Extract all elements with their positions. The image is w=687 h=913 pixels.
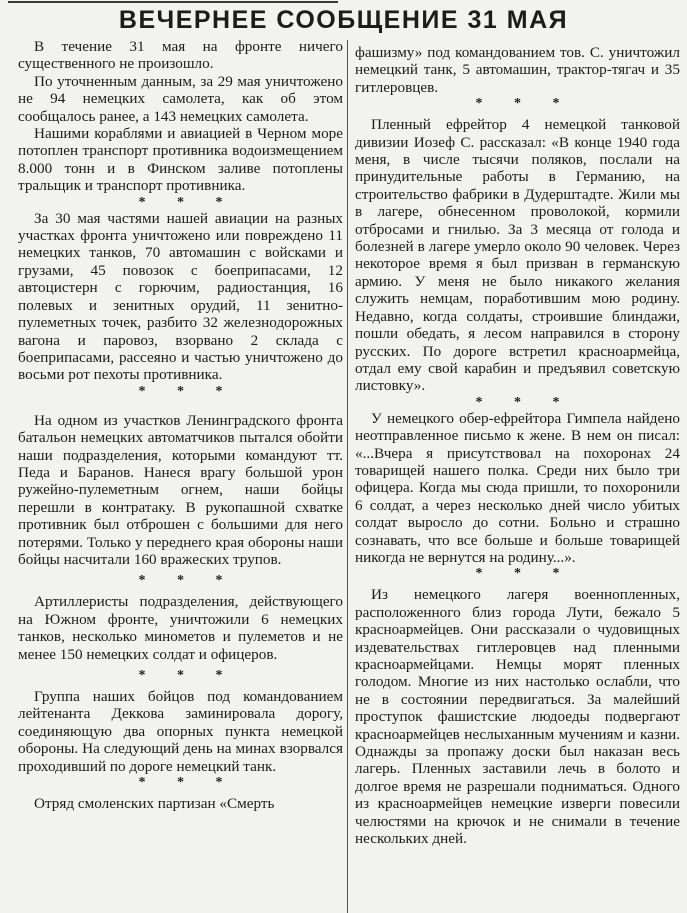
paragraph: У немецкого обер-ефрейтора Гимпела найдено неотправленное письмо к жене. В нем он писал: «...Вчера я присутствовал на похоронах 24 товарищей нашего полка. Среди них было три офицера. Когда мы сюда пришли, то похоронили 6 солдат, а через несколько дней число убитых солдат выросло до сотни. Больно и страшно сознавать, что все больше и больше товарищей никогда не вернутся на родину...». bbox=[355, 409, 680, 566]
headline: ВЕЧЕРНЕЕ СООБЩЕНИЕ 31 МАЯ bbox=[118, 6, 569, 34]
separator: * * * bbox=[138, 573, 237, 589]
paragraph: Отряд смоленских партизан «Смерть bbox=[34, 795, 275, 813]
paragraph: На одном из участков Ленинградского фронта батальон немецких автоматчиков пытался обойти наши подразделения, которыми командуют тт. Педа и Баранов. Нанеся врагу большой урон ружейно-пулеметным огнем, наши бойцы перешли в контратаку. В рукопашной схватке противник был отброшен с большими для него потерями. Только у переднего края обороны наши бойцы насчитали 160 вражеских трупов. bbox=[18, 411, 343, 568]
separator: * * * bbox=[138, 668, 237, 683]
separator: * * * bbox=[138, 775, 237, 791]
left-column bbox=[18, 38, 343, 812]
column-divider bbox=[347, 40, 348, 913]
paragraph: Группа наших бойцов под командованием лейтенанта Деккова заминировала дорогу, соединяющую два опорных пункта немецкой обороны. На следующий день на минах взорвался проходивший по дороге немецкий танк. bbox=[18, 688, 343, 775]
top-rule bbox=[8, 1, 338, 3]
paragraph: фашизму» под командованием тов. С. уничтожил немецкий танк, 5 автомашин, трактор-тягач и 35 гитлеровцев. bbox=[355, 44, 680, 96]
paragraph: Из немецкого лагеря военнопленных, расположенного близ города Лути, бежало 5 красноармейцев. Они рассказали о чудовищных издевательствах гитлеровцев над пленными красноармейцами. Немцы морят пленных голодом. Многие из них настолько ослабли, что не в состоянии передвигаться. За малейший проступок фашистские людоеды подвергают красноармейцев неслыханным мучениям и казни. Однажды за пропажу доски был наказан весь лагерь. Пленных заставили лечь в болото и долгое время не разрешали подниматься. Одного из красноармейцев немецкие изверги повесили челюстями на крючок и не снимали в течение нескольких дней. bbox=[355, 586, 680, 848]
right-column bbox=[355, 44, 680, 847]
paragraph: По уточненным данным, за 29 мая уничтожено не 94 немецких самолета, как об этом сообщалось ранее, а 143 немецких самолета. bbox=[18, 72, 343, 125]
separator: * * * bbox=[138, 194, 237, 210]
paragraph: За 30 мая частями нашей авиации на разных участках фронта уничтожено или повреждено 11 немецких танков, 70 автомашин с войсками и грузами, 45 повозок с боеприпасами, 12 автоцистерн с горючим, радиостанция, 16 полевых и зенитных орудий, 11 зенитно-пулеметных точек, разбито 32 железнодорожных вагона и паровоз, взорвано 2 склада с боеприпасами, рассеяно и частью уничтожено до восьми рот пехоты противника. bbox=[18, 209, 343, 384]
paragraph: Пленный ефрейтор 4 немецкой танковой дивизии Иозеф С. рассказал: «В конце 1940 года меня, в числе тысячи поляков, послали на принудительные работы в Германию, на строительство фабрики в Дудерштадте. Жили мы в лагере, обнесенном проволокой, кормили отбросами и гнилью. За 3 месяца от голода и болезней в лагере умерло около 90 человек. Через некоторое время я был призван в германскую армию. У меня не было никакого желания служить немцам, поработившим мою родину. Недавно, когда солдаты, строившие блиндажи, пошли обедать, я лесом направился в сторону русских. По дороге встретил красноармейца, отдал ему свой карабин и предъявил советскую листовку». bbox=[355, 116, 680, 395]
separator: * * * bbox=[475, 566, 574, 582]
paragraph: В течение 31 мая на фронте ничего существенного не произошло. bbox=[18, 38, 343, 73]
paragraph: Артиллеристы подразделения, действующего на Южном фронте, уничтожили 6 немецких танков, несколько минометов и пулеметов и не менее 150 немецких солдат и офицеров. bbox=[18, 593, 343, 663]
separator: * * * bbox=[475, 96, 574, 112]
separator: * * * bbox=[475, 394, 574, 410]
separator: * * * bbox=[138, 383, 237, 399]
paragraph: Нашими кораблями и авиацией в Черном море потоплен транспорт противника водоизмещением 8.000 тонн и в Финском заливе потоплены тральщик и транспорт противника. bbox=[18, 125, 343, 195]
